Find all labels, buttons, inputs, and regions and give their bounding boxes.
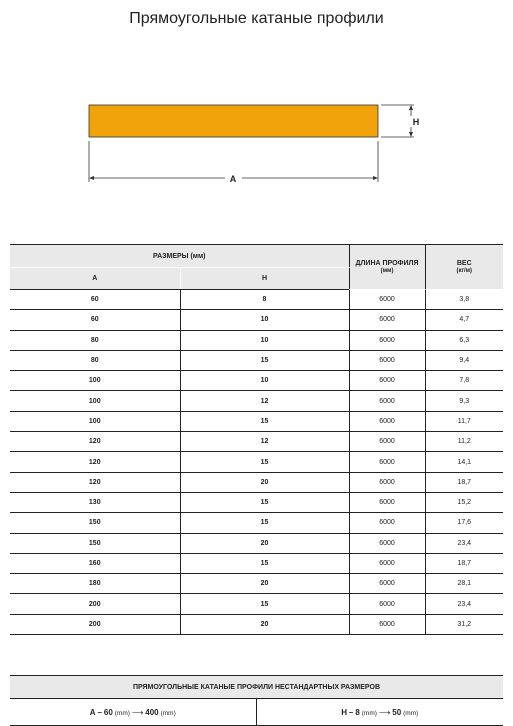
table-row bbox=[10, 594, 503, 614]
cell-length: 6000 bbox=[349, 513, 425, 533]
cell-a: 60 bbox=[10, 290, 180, 310]
cell-weight: 18,7 bbox=[425, 553, 503, 573]
cell-h: 15 bbox=[180, 594, 349, 614]
cell-weight: 11,7 bbox=[425, 411, 503, 431]
cell-weight: 23,4 bbox=[425, 533, 503, 553]
header-weight-label: ВЕС bbox=[456, 260, 472, 267]
width-arrow-right bbox=[373, 176, 378, 180]
cell-h: 8 bbox=[180, 290, 349, 310]
cell-length: 6000 bbox=[349, 310, 425, 330]
table-row bbox=[10, 574, 503, 594]
header-length bbox=[349, 245, 425, 290]
cell-h: 15 bbox=[180, 452, 349, 472]
profile-diagram bbox=[0, 95, 513, 190]
nonstandard-table bbox=[10, 675, 503, 726]
cell-h: 20 bbox=[180, 614, 349, 634]
width-arrow-left bbox=[89, 176, 94, 180]
nonstandard-range-h bbox=[256, 699, 503, 726]
cell-h: 12 bbox=[180, 432, 349, 452]
header-weight-unit: (кг/м) bbox=[456, 268, 473, 274]
profile-bar bbox=[89, 105, 378, 137]
cell-weight: 28,1 bbox=[425, 574, 503, 594]
cell-a: 150 bbox=[10, 533, 180, 553]
cell-a: 160 bbox=[10, 553, 180, 573]
table-row bbox=[10, 330, 503, 350]
range-h-to-unit: (mm) bbox=[403, 709, 419, 717]
cell-h: 15 bbox=[180, 553, 349, 573]
cell-h: 15 bbox=[180, 411, 349, 431]
header-length-unit: (мм) bbox=[380, 268, 394, 274]
cell-h: 20 bbox=[180, 533, 349, 553]
table-row bbox=[10, 290, 503, 310]
cell-length: 6000 bbox=[349, 594, 425, 614]
header-dimensions: РАЗМЕРЫ (мм) bbox=[10, 245, 349, 268]
nonstandard-range-a bbox=[10, 699, 256, 726]
range-h-dash: – bbox=[348, 707, 354, 717]
range-a-to-unit: (mm) bbox=[160, 709, 176, 717]
cell-weight: 14,1 bbox=[425, 452, 503, 472]
table-row bbox=[10, 472, 503, 492]
cell-a: 120 bbox=[10, 432, 180, 452]
arrow-right-icon: ⟶ bbox=[131, 707, 144, 717]
cell-weight: 11,2 bbox=[425, 432, 503, 452]
cell-length: 6000 bbox=[349, 391, 425, 411]
table-row bbox=[10, 310, 503, 330]
page-title: Прямоугольные катаные профили bbox=[129, 10, 384, 27]
cell-length: 6000 bbox=[349, 432, 425, 452]
cell-h: 15 bbox=[180, 513, 349, 533]
cell-length: 6000 bbox=[349, 371, 425, 391]
range-a-to: 400 bbox=[145, 707, 159, 717]
table-row bbox=[10, 492, 503, 512]
table-row bbox=[10, 411, 503, 431]
cell-weight: 23,4 bbox=[425, 594, 503, 614]
cell-h: 20 bbox=[180, 472, 349, 492]
header-a: A bbox=[10, 268, 180, 290]
cell-weight: 31,2 bbox=[425, 614, 503, 634]
cell-h: 20 bbox=[180, 574, 349, 594]
cell-weight: 7,8 bbox=[425, 371, 503, 391]
cell-length: 6000 bbox=[349, 553, 425, 573]
cell-a: 200 bbox=[10, 594, 180, 614]
header-weight bbox=[425, 245, 503, 290]
table-row bbox=[10, 553, 503, 573]
cell-a: 200 bbox=[10, 614, 180, 634]
table-row bbox=[10, 432, 503, 452]
cell-length: 6000 bbox=[349, 452, 425, 472]
cell-weight: 3,8 bbox=[425, 290, 503, 310]
cell-a: 100 bbox=[10, 371, 180, 391]
cell-a: 60 bbox=[10, 310, 180, 330]
width-label: A bbox=[229, 174, 237, 184]
cell-weight: 18,7 bbox=[425, 472, 503, 492]
cell-h: 15 bbox=[180, 492, 349, 512]
header-h: H bbox=[180, 268, 349, 290]
cell-length: 6000 bbox=[349, 350, 425, 370]
cell-weight: 15,2 bbox=[425, 492, 503, 512]
cell-h: 12 bbox=[180, 391, 349, 411]
cell-weight: 9,3 bbox=[425, 391, 503, 411]
range-h-from-unit: (mm) bbox=[361, 709, 377, 717]
table-row bbox=[10, 452, 503, 472]
cell-length: 6000 bbox=[349, 330, 425, 350]
cell-a: 80 bbox=[10, 330, 180, 350]
height-arrow-down bbox=[409, 132, 413, 137]
cell-length: 6000 bbox=[349, 472, 425, 492]
cell-length: 6000 bbox=[349, 492, 425, 512]
table-row bbox=[10, 614, 503, 634]
cell-a: 120 bbox=[10, 452, 180, 472]
table-row bbox=[10, 391, 503, 411]
cell-a: 120 bbox=[10, 472, 180, 492]
range-a-from-unit: (mm) bbox=[114, 709, 130, 717]
cell-length: 6000 bbox=[349, 290, 425, 310]
cell-a: 100 bbox=[10, 391, 180, 411]
table-row bbox=[10, 350, 503, 370]
table-row bbox=[10, 371, 503, 391]
cell-weight: 6,3 bbox=[425, 330, 503, 350]
cell-weight: 9,4 bbox=[425, 350, 503, 370]
cell-a: 130 bbox=[10, 492, 180, 512]
table-row bbox=[10, 533, 503, 553]
range-a-dash: – bbox=[97, 707, 102, 717]
range-a-label: A bbox=[89, 707, 96, 717]
nonstandard-header: ПРЯМОУГОЛЬНЫЕ КАТАНЫЕ ПРОФИЛИ НЕСТАНДАРТНЫХ РАЗМЕРОВ bbox=[10, 676, 503, 699]
arrow-right-icon: ⟶ bbox=[378, 707, 391, 717]
cell-h: 10 bbox=[180, 371, 349, 391]
cell-a: 80 bbox=[10, 350, 180, 370]
cell-a: 100 bbox=[10, 411, 180, 431]
header-length-label: ДЛИНА ПРОФИЛЯ bbox=[355, 260, 419, 267]
range-h-from: 8 bbox=[355, 707, 360, 717]
cell-h: 10 bbox=[180, 330, 349, 350]
cell-length: 6000 bbox=[349, 533, 425, 553]
range-a-from: 60 bbox=[103, 707, 113, 717]
profiles-table bbox=[10, 244, 503, 635]
height-label: H bbox=[412, 117, 420, 127]
cell-weight: 17,6 bbox=[425, 513, 503, 533]
cell-a: 180 bbox=[10, 574, 180, 594]
cell-h: 10 bbox=[180, 310, 349, 330]
range-h-to: 50 bbox=[392, 707, 402, 717]
cell-a: 150 bbox=[10, 513, 180, 533]
range-h-label: H bbox=[341, 707, 347, 717]
cell-length: 6000 bbox=[349, 411, 425, 431]
cell-length: 6000 bbox=[349, 574, 425, 594]
cell-weight: 4,7 bbox=[425, 310, 503, 330]
cell-h: 15 bbox=[180, 350, 349, 370]
height-arrow-up bbox=[409, 105, 413, 110]
cell-length: 6000 bbox=[349, 614, 425, 634]
table-row bbox=[10, 513, 503, 533]
